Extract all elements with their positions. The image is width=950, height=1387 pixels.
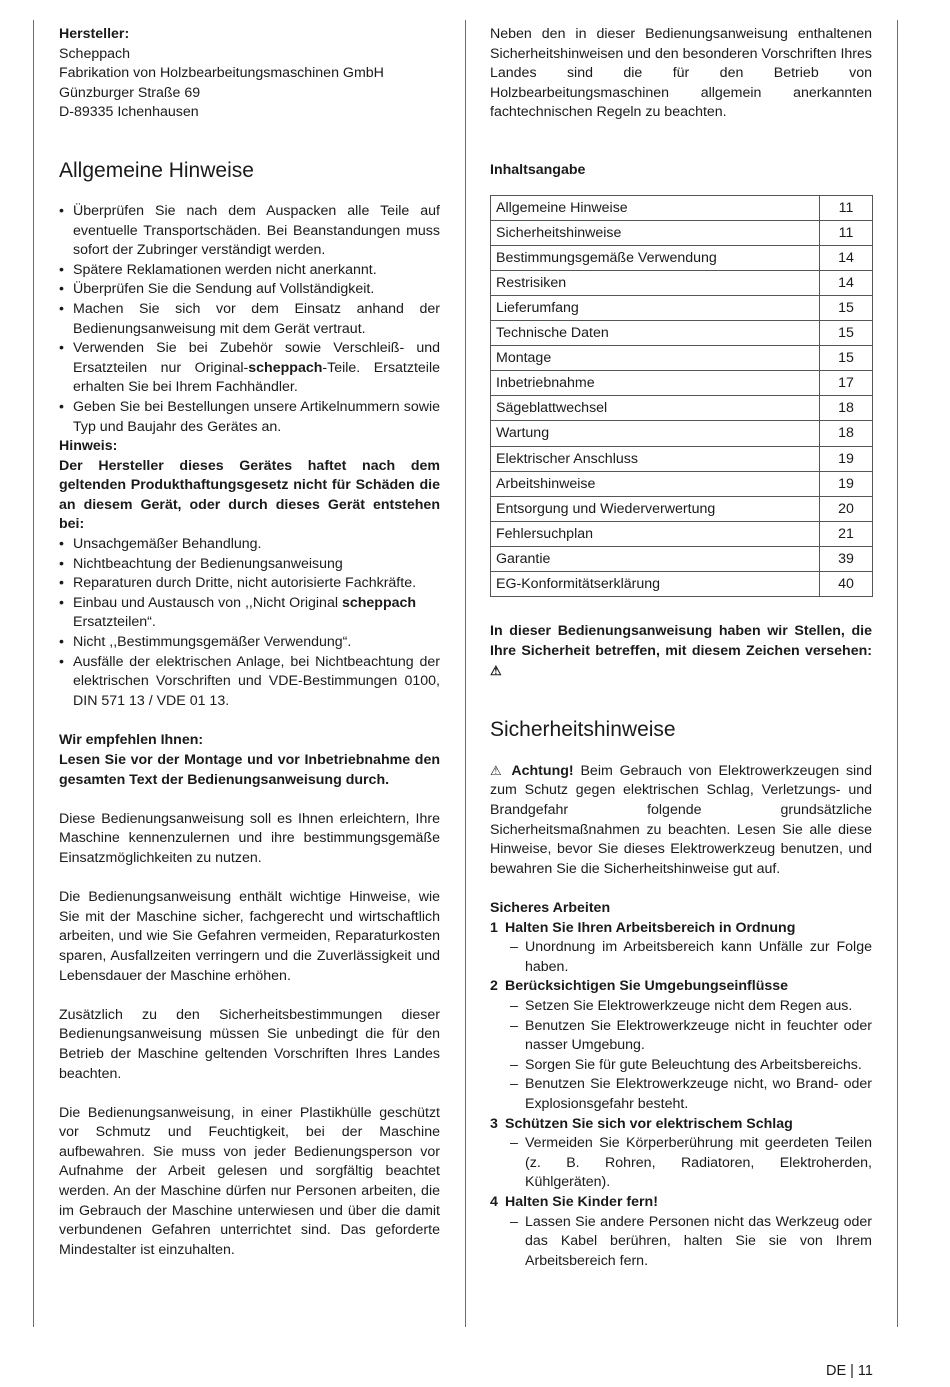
toc-entry-page: 19 [820,471,873,496]
safety-item-title-text: Schützen Sie sich vor elektrischem Schlag [505,1115,793,1132]
list-item: • Ausfälle der elektrischen Anlage, bei Nichtbeachtung der elektrischen Vorschriften und VDE-Bestimmungen 0100, DIN 571 13 / VDE 01 13. [59,653,440,712]
list-item: – Benutzen Sie Elektrowerkzeuge nicht, wo Brand- oder Explosionsgefahr besteht. [490,1075,872,1114]
body-paragraph: Die Bedienungsanweisung, in einer Plastikhülle geschützt vor Schmutz und Feuchtigkeit, bei der Maschine aufbewahren. Sie muss von jeder Bedienungsperson vor Aufnahme der Arbeit gelesen und sorgfältig beachtet werden. An der Maschine dürfen nur Personen arbeiten, die im Gebrauch der Maschine unterwiesen und über die damit verbundenen Gefahren unterrichtet sind. Das geforderte Mindestalter ist einzuhalten. [59,1104,440,1258]
general-bullet-list [59,202,440,437]
list-item: • Nichtbeachtung der Bedienungsanweisung [59,555,440,575]
right-margin-rule [897,20,898,1327]
toc-entry-page: 15 [820,346,873,371]
liability-list [59,535,440,711]
table-row [491,295,873,320]
toc-entry-title: Fehlersuchplan [491,521,820,546]
toc-entry-title: Entsorgung und Wiederverwertung [491,496,820,521]
list-item-text: Ersatzteilen“. [73,614,156,631]
list-item: • Überprüfen Sie nach dem Auspacken alle Teile auf eventuelle Transportschäden. Bei Beanstandungen muss sofort der Zubringer verständigt werden. [59,202,440,261]
table-row [491,346,873,371]
table-row [491,220,873,245]
toc-entry-page: 15 [820,321,873,346]
toc-entry-title: Technische Daten [491,321,820,346]
body-paragraph: Zusätzlich zu den Sicherheitsbestimmungen dieser Bedienungsanweisung müssen Sie unbedingt die für den Betrieb der Maschine geltenden Vorschriften Ihres Landes beachten. [59,1006,440,1082]
list-item: – Unordnung im Arbeitsbereich kann Unfälle zur Folge haben. [490,938,872,977]
list-item: • Spätere Reklamationen werden nicht anerkannt. [59,261,440,281]
toc-entry-page: 15 [820,295,873,320]
note-text: Der Hersteller dieses Gerätes haftet nach dem geltenden Produkthaftungsgesetz nicht für Schäden die an diesem Gerät, oder durch dieses Gerät entstehen bei: [59,457,440,533]
toc-entry-page: 14 [820,245,873,270]
intro-paragraph: Neben den in dieser Bedienungsanweisung enthaltenen Sicherheitshinweisen und den besonderen Vorschriften Ihres Landes sind die für den Betrieb von Holzbearbeitungsmaschinen allgemein anerkannten fachtechnischen Regeln zu beachten. [490,26,872,121]
list-item: • Unsachgemäßer Behandlung. [59,535,440,555]
list-item: • Nicht ,,Bestimmungsgemäßer Verwendung“. [59,633,440,653]
toc-entry-page: 18 [820,396,873,421]
safety-item-title-text: Halten Sie Ihren Arbeitsbereich in Ordnung [505,919,796,936]
table-row [491,321,873,346]
table-row [491,421,873,446]
right-column [490,25,872,1271]
toc-entry-title: Elektrischer Anschluss [491,446,820,471]
manufacturer-line: Scheppach [59,45,130,62]
toc-entry-page: 11 [820,220,873,245]
table-row [491,245,873,270]
safety-subheading: Sicheres Arbeiten [490,900,611,916]
manufacturer-label: Hersteller: [59,26,130,42]
list-item: • Überprüfen Sie die Sendung auf Vollständigkeit. [59,280,440,300]
list-item: • Machen Sie sich vor dem Einsatz anhand der Bedienungsanweisung mit dem Gerät vertraut. [59,300,440,339]
toc-entry-page: 20 [820,496,873,521]
toc-entry-title: Sägeblattwechsel [491,396,820,421]
table-row [491,371,873,396]
manufacturer-line: Günzburger Straße 69 [59,84,201,101]
table-row [491,471,873,496]
toc-entry-page: 39 [820,546,873,571]
toc-entry-page: 19 [820,446,873,471]
toc-entry-page: 17 [820,371,873,396]
toc-entry-page: 21 [820,521,873,546]
safety-item-number: 1 [490,919,498,936]
center-column-rule [465,20,466,1327]
safety-heading: Sicherheitshinweise [490,717,676,741]
note-label: Hinweis: [59,438,118,455]
recommend-text: Lesen Sie vor der Montage und vor Inbetriebnahme den gesamten Text der Bedienungsanweisung durch. [59,752,440,788]
symbol-note [490,622,872,682]
safety-item-title [490,1193,872,1213]
safety-item-number: 2 [490,978,498,995]
toc-entry-page: 40 [820,571,873,596]
table-row [491,496,873,521]
brand-name: scheppach [341,594,417,611]
list-item: – Lassen Sie andere Personen nicht das Werkzeug oder das Kabel berühren, halten Sie sie von Ihrem Arbeitsbereich fern. [490,1213,872,1272]
toc-entry-title: Inbetriebnahme [491,371,820,396]
table-row [491,546,873,571]
safety-item-number: 3 [490,1115,498,1132]
list-item: – Vermeiden Sie Körperberührung mit geerdeten Teilen (z. B. Rohren, Radiatoren, Elektroherden, Kühlgeräten). [490,1134,872,1193]
toc-heading: Inhaltsangabe [490,161,586,178]
list-item [59,594,440,633]
toc-entry-title: Bestimmungsgemäße Verwendung [491,245,820,270]
list-item [59,339,440,398]
toc-entry-page: 14 [820,270,873,295]
body-paragraph: Diese Bedienungsanweisung soll es Ihnen erleichtern, Ihre Maschine kennenzulernen und ihre bestimmungsgemäße Einsatzmöglichkeiten zu nutzen. [59,810,440,866]
list-item: – Sorgen Sie für gute Beleuchtung des Arbeitsbereichs. [490,1056,872,1076]
table-row [491,195,873,220]
warning-text: Beim Gebrauch von Elektrowerkzeugen sind zum Schutz gegen elektrischen Schlag, Verletzungs- und Brandgefahr folgende grundsätzliche Sicherheitsmaßnahmen zu beachten. Lesen Sie alle diese Hinweise, bevor Sie dieses Elektrowerkzeug benutzen, und bewahren Sie die Sicherheitshinweise gut auf. [490,762,872,877]
toc-entry-title: Sicherheitshinweise [491,220,820,245]
left-margin-rule [33,20,34,1327]
table-row [491,270,873,295]
table-row [491,521,873,546]
table-row [491,396,873,421]
safety-item-title [490,1115,872,1135]
toc-entry-title: Allgemeine Hinweise [491,195,820,220]
left-column [59,25,440,1260]
table-row [491,446,873,471]
list-item-text: -Teile. Ersatzteile erhalten Sie bei Ihrem Fachhändler. [73,359,440,396]
safety-item-number: 4 [490,1193,498,1210]
safety-item-title [490,977,872,997]
warning-triangle-icon: ⚠ [490,663,502,679]
list-item: – Setzen Sie Elektrowerkzeuge nicht dem Regen aus. [490,997,872,1017]
list-item: • Reparaturen durch Dritte, nicht autorisierte Fachkräfte. [59,574,440,594]
toc-entry-page: 18 [820,421,873,446]
toc-table [490,195,873,598]
toc-entry-title: EG-Konformitätserklärung [491,571,820,596]
list-item-text: Einbau und Austausch von ,,Nicht Original [73,594,342,611]
toc-entry-title: Restrisiken [491,270,820,295]
safety-item-title-text: Halten Sie Kinder fern! [505,1193,658,1210]
toc-entry-title: Lieferumfang [491,295,820,320]
recommend-label: Wir empfehlen Ihnen: [59,732,204,749]
manufacturer-line: Fabrikation von Holzbearbeitungsmaschinen GmbH [59,65,384,82]
list-item-text: Verwenden Sie bei Zubehör sowie Verschleiß- und Ersatzteilen nur Original- [73,340,440,376]
manufacturer-line: D-89335 Ichenhausen [59,104,199,121]
toc-entry-title: Arbeitshinweise [491,471,820,496]
toc-entry-title: Garantie [491,546,820,571]
brand-name: scheppach [248,359,323,376]
toc-entry-title: Wartung [491,421,820,446]
safety-warning [490,761,872,880]
manufacturer-block [59,25,440,123]
symbol-note-text: In dieser Bedienungsanweisung haben wir Stellen, die Ihre Sicherheit betreffen, mit diesem Zeichen versehen: [490,623,872,659]
safety-item-title-text: Berücksichtigen Sie Umgebungseinflüsse [505,978,789,995]
safety-item-list [490,919,872,1272]
general-heading: Allgemeine Hinweise [59,158,254,182]
toc-entry-page: 11 [820,195,873,220]
list-item: – Benutzen Sie Elektrowerkzeuge nicht in feuchter oder nasser Umgebung. [490,1017,872,1056]
warning-label: Achtung! [511,762,574,779]
warning-triangle-icon: ⚠ [490,762,505,778]
toc-entry-title: Montage [491,346,820,371]
safety-item-title [490,919,872,939]
page-footer: DE | 11 [825,1363,873,1379]
list-item: • Geben Sie bei Bestellungen unsere Artikelnummern sowie Typ und Baujahr des Gerätes an. [59,398,440,437]
table-row [491,571,873,596]
body-paragraph: Die Bedienungsanweisung enthält wichtige Hinweise, wie Sie mit der Maschine sicher, fachgerecht und wirtschaftlich arbeiten, und wie Sie Gefahren vermeiden, Reparaturkosten sparen, Ausfallzeiten verringern und die Zuverlässigkeit und Lebensdauer der Maschine erhöhen. [59,889,440,984]
